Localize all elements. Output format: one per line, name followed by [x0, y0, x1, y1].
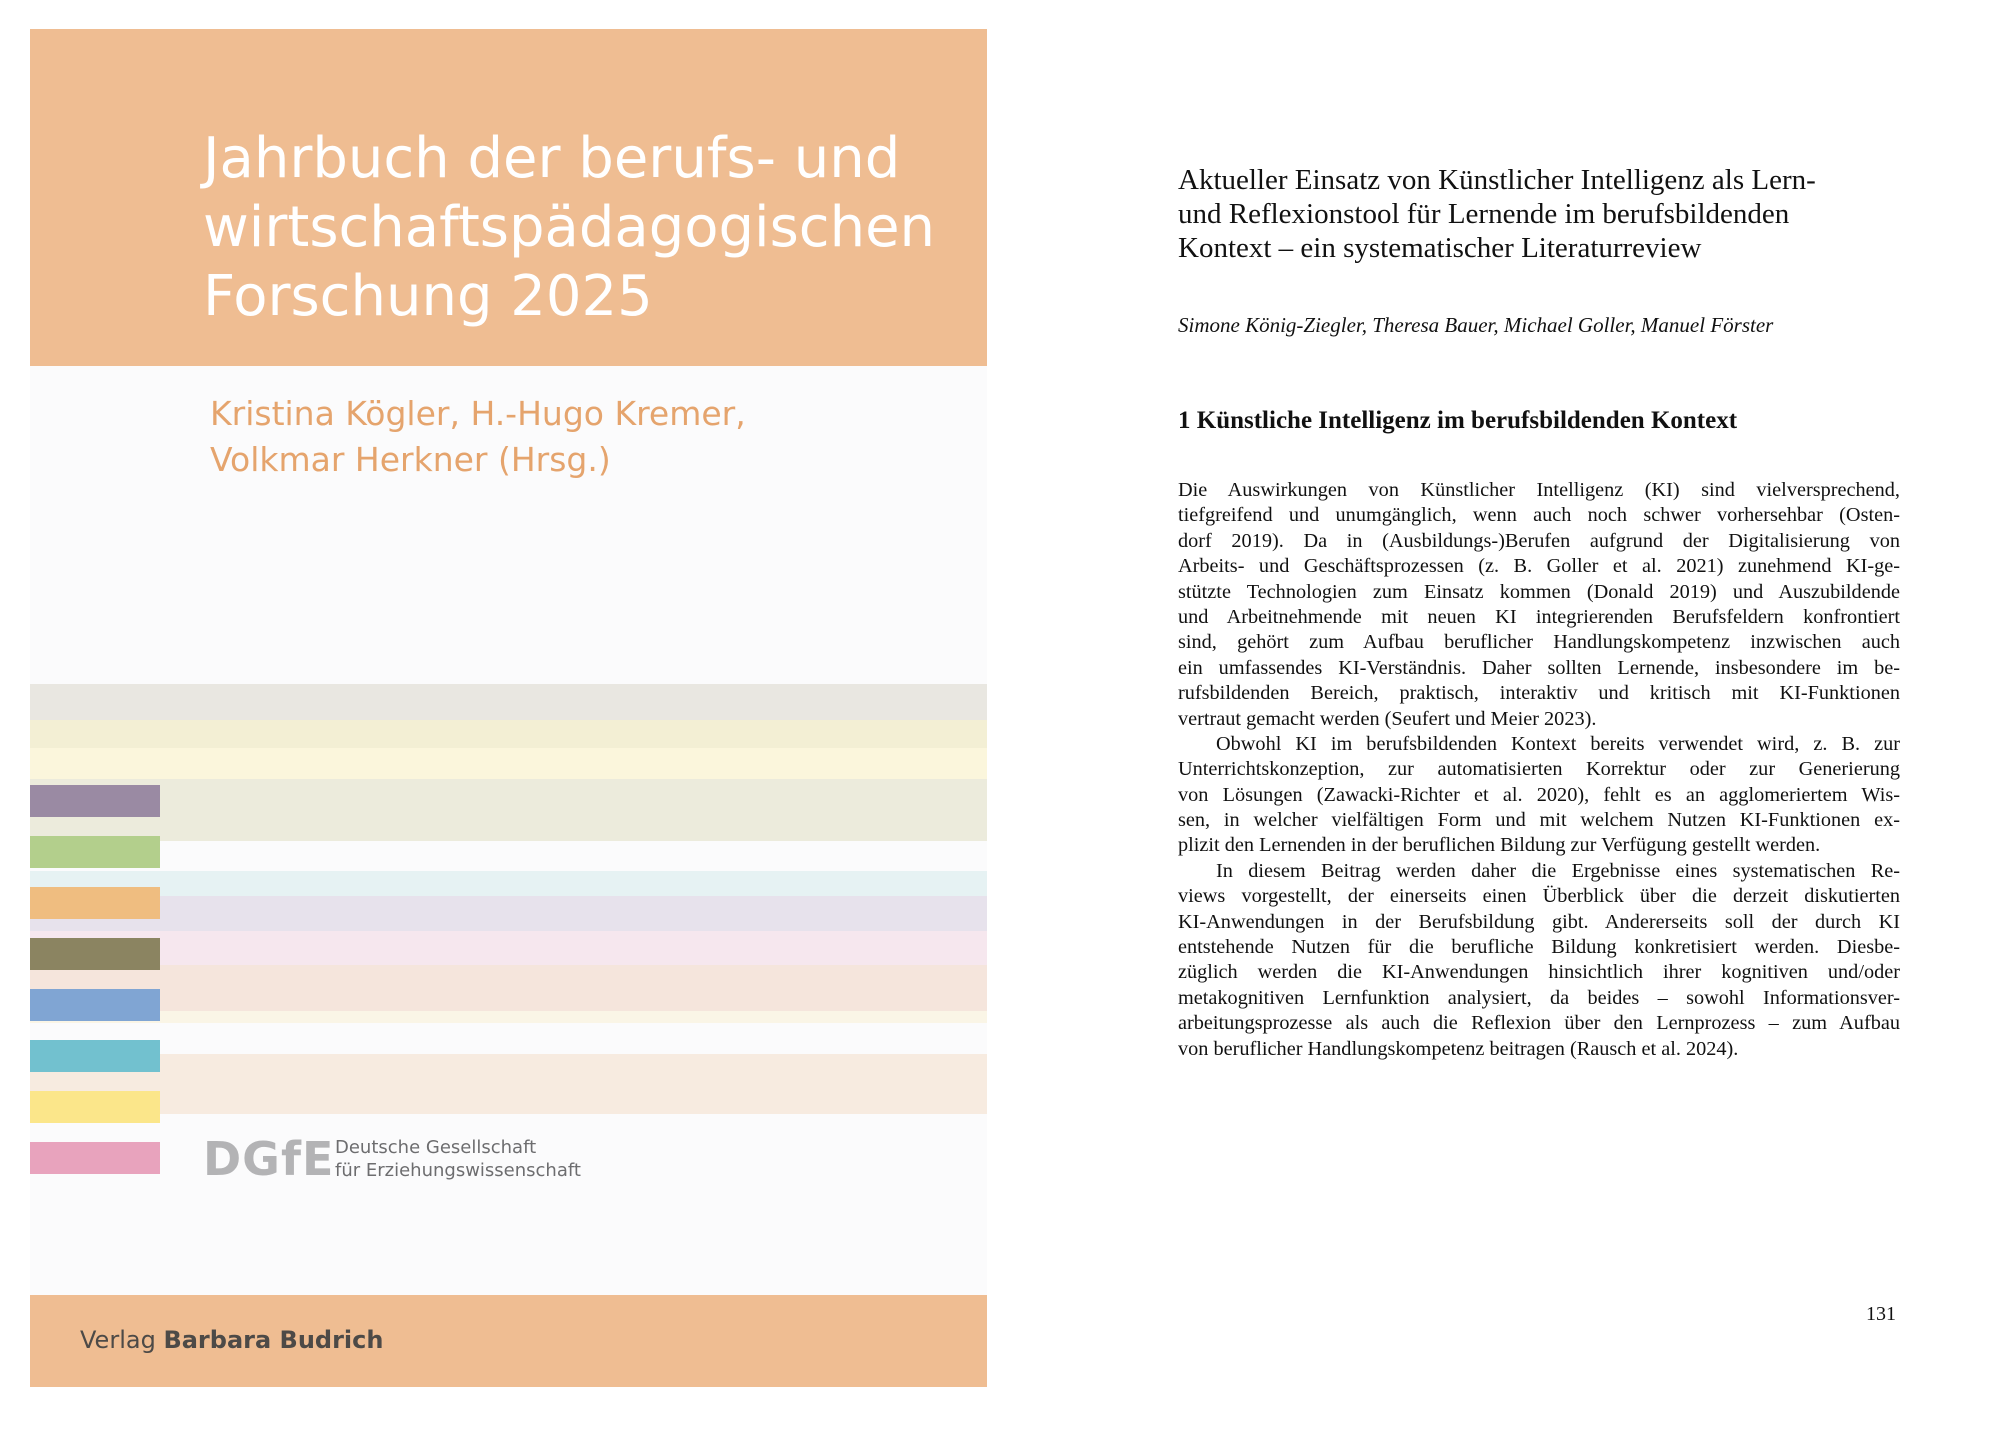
- publisher: [80, 1326, 383, 1354]
- cover-title-line: wirtschaftspädagogischen: [203, 195, 936, 260]
- color-swatch: [30, 887, 160, 919]
- cover-title-line: Jahrbuch der berufs- und: [203, 126, 901, 191]
- decorative-stripe: [30, 720, 987, 748]
- body-line: Die Auswirkungen von Künstlicher Intelligenz (KI) sind vielversprechend,: [1178, 479, 1900, 501]
- body-line: Obwohl KI im berufsbildenden Kontext bereits verwendet wird, z. B. zur: [1216, 732, 1900, 755]
- body-line: KI-Anwendungen in der Berufsbildung gibt. Andererseits soll der durch KI: [1178, 910, 1900, 933]
- body-line: von Lösungen (Zawacki-Richter et al. 2020), fehlt es an agglomeriertem Wis-: [1178, 783, 1900, 806]
- cover-editors: [210, 391, 910, 483]
- dgfe-logo-text: [335, 1136, 581, 1182]
- decorative-stripe: [30, 965, 987, 1011]
- body-line: metakognitiven Lernfunktion analysiert, da beides – sowohl Informationsver-: [1178, 986, 1900, 1009]
- body-line: stützte Technologien zum Einsatz kommen (Donald 2019) und Auszubildende: [1178, 580, 1900, 603]
- body-line: Unterrichtskonzeption, zur automatisierten Korrektur oder zur Generierung: [1178, 758, 1900, 781]
- body-line: von beruflicher Handlungskompetenz beitragen (Rausch et al. 2024).: [1178, 1037, 1739, 1060]
- body-line: dorf 2019). Da in (Ausbildungs-)Berufen aufgrund der Digitalisierung von: [1178, 529, 1900, 552]
- publisher-band: [30, 1295, 987, 1387]
- cover-title-band: [30, 29, 987, 366]
- publisher-prefix: Verlag: [80, 1326, 156, 1354]
- decorative-stripe: [30, 896, 987, 931]
- body-line: sind, gehört zum Aufbau beruflicher Handlungskompetenz inzwischen auch: [1178, 631, 1900, 654]
- cover-title-line: Forschung 2025: [203, 264, 653, 329]
- decorative-stripe: [30, 1054, 987, 1114]
- body-line: In diesem Beitrag werden daher die Ergebnisse eines systematischen Re-: [1216, 859, 1900, 882]
- decorative-stripe: [30, 931, 987, 965]
- section-heading: 1 Künstliche Intelligenz im berufsbildenden Kontext: [1178, 407, 1738, 434]
- dgfe-logo-text-line: für Erziehungswissenschaft: [335, 1160, 581, 1181]
- color-swatch: [30, 836, 160, 868]
- body-line: tiefgreifend und unumgänglich, wenn auch noch schwer vorhersehbar (Osten-: [1178, 504, 1900, 527]
- color-swatch: [30, 938, 160, 970]
- decorative-stripe: [30, 1011, 987, 1023]
- article-title-line: Kontext – ein systematischer Literaturreview: [1178, 232, 1702, 264]
- decorative-stripe: [30, 684, 987, 720]
- page-number: 131: [1866, 1303, 1896, 1325]
- body-line: und Arbeitnehmende mit neuen KI integrierenden Berufsfeldern konfrontiert: [1178, 605, 1900, 628]
- decorative-stripe: [30, 841, 987, 871]
- decorative-stripe: [30, 748, 987, 779]
- color-swatch: [30, 1091, 160, 1123]
- book-cover: [30, 29, 987, 1387]
- editors-line: Volkmar Herkner (Hrsg.): [210, 440, 611, 479]
- decorative-stripe: [30, 779, 987, 841]
- color-swatch: [30, 1142, 160, 1174]
- publisher-name: Barbara Budrich: [163, 1326, 384, 1354]
- article-authors: Simone König-Ziegler, Theresa Bauer, Michael Goller, Manuel Förster: [1178, 313, 1774, 337]
- dgfe-logo-mark: DGfE: [203, 1132, 335, 1186]
- article-body: [1178, 478, 1900, 1062]
- article-title-line: Aktueller Einsatz von Künstlicher Intelligenz als Lern-: [1178, 164, 1816, 196]
- body-line: arbeitungsprozesse als auch die Reflexion über den Lernprozess – zum Aufbau: [1178, 1012, 1900, 1035]
- body-line: rufsbildenden Bereich, praktisch, interaktiv und kritisch mit KI-Funktionen: [1178, 682, 1900, 705]
- body-line: züglich werden die KI-Anwendungen hinsichtlich ihrer kognitiven und/oder: [1178, 961, 1900, 984]
- article-page: [1178, 0, 1900, 1431]
- body-line: sen, in welcher vielfältigen Form und mit welchem Nutzen KI-Funktionen ex-: [1178, 809, 1900, 832]
- body-line: vertraut gemacht werden (Seufert und Meier 2023).: [1178, 707, 1597, 730]
- editors-line: Kristina Kögler, H.-Hugo Kremer,: [210, 394, 746, 433]
- body-line: views vorgestellt, der einerseits einen Überblick über die derzeit diskutierten: [1178, 885, 1900, 908]
- article-title-line: und Reflexionstool für Lernende im berufsbildenden: [1178, 198, 1790, 230]
- body-line: ein umfassendes KI-Verständnis. Daher sollten Lernende, insbesondere im be-: [1178, 656, 1900, 679]
- body-line: entstehende Nutzen für die berufliche Bildung konkretisiert werden. Diesbe-: [1178, 936, 1900, 959]
- body-line: Arbeits- und Geschäftsprozessen (z. B. Goller et al. 2021) zunehmend KI-ge-: [1178, 555, 1900, 578]
- dgfe-logo-text-line: Deutsche Gesellschaft: [335, 1137, 537, 1158]
- decorative-stripe: [30, 871, 987, 896]
- color-swatch: [30, 785, 160, 817]
- color-swatch: [30, 1040, 160, 1072]
- cover-title: [203, 124, 963, 331]
- article-title: [1178, 163, 1900, 265]
- color-swatch: [30, 989, 160, 1021]
- body-line: plizit den Lernenden in der beruflichen Bildung zur Verfügung gestellt werden.: [1178, 834, 1821, 857]
